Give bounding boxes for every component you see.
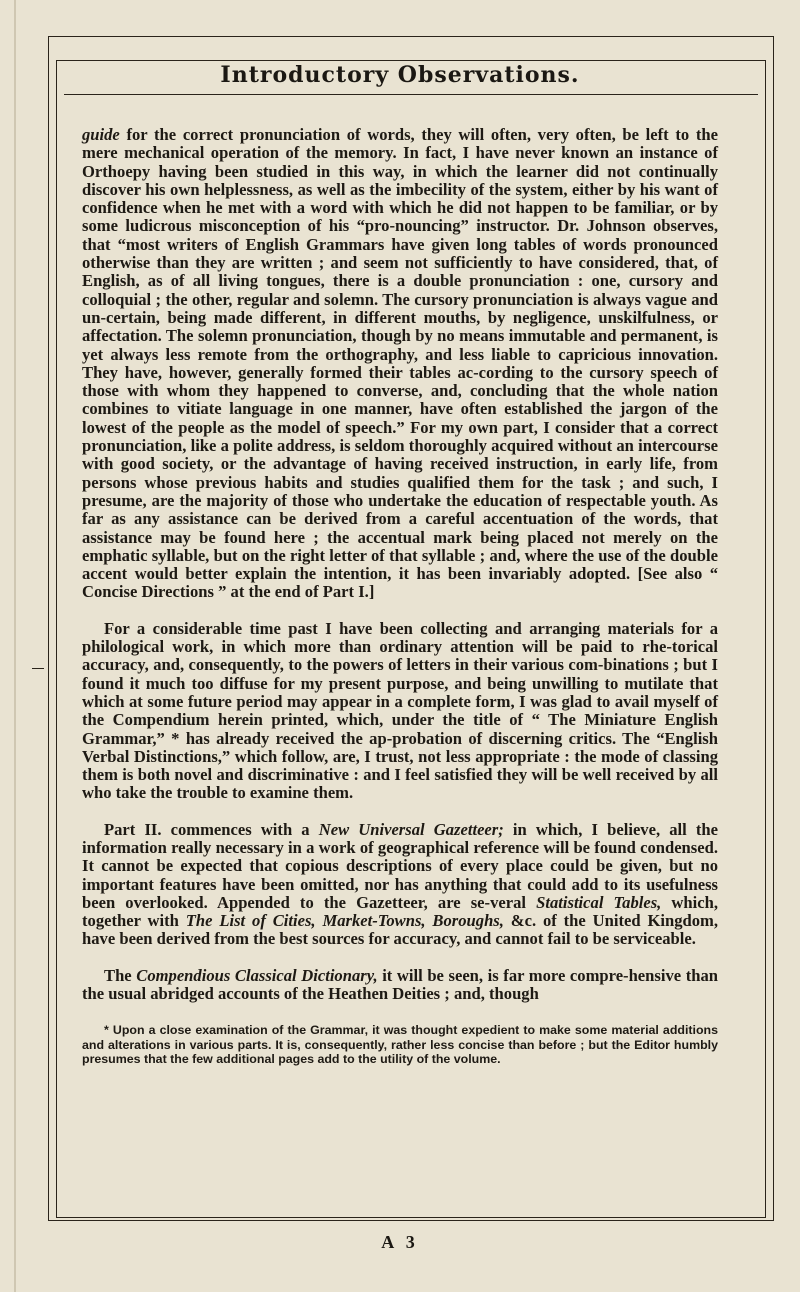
margin-mark — [32, 668, 44, 669]
body-text — [82, 126, 718, 1066]
italic-title: The List of Cities, Market-Towns, Boroughs, — [185, 911, 504, 931]
paragraph-1 — [82, 126, 718, 602]
paragraph-text: which, together with — [82, 892, 718, 931]
page-edge — [14, 0, 16, 1292]
footnote: * Upon a close examination of the Grammar, it was thought expedient to make some material additions and alterations in various parts. It is, consequently, rather less concise than before ; but the Editor humbly presumes that the few additional pages add to the utility of the volume. — [82, 1023, 718, 1066]
italic-word: guide — [82, 125, 120, 144]
paragraph-text: it will be seen, is far more compre-hensive than the usual abridged accounts of the Heathen Deities ; and, though — [82, 965, 718, 1004]
paragraph-text: for the correct pronunciation of words, they will often, very often, be left to the mere mechanical operation of the memory. In fact, I have never known an instance of Orthoepy having been studied in this way, in which the learner did not continually discover his own helplessness, as well as the imbecility of the system, either by his want of confidence when he met with a word with which he did not happen to be familiar, or by some ludicrous misconception of his “pro-nouncing” instructor. Dr. Johnson observes, that “most writers of English Grammars have given long tables of words pronounced otherwise than they are written ; and seem not sufficiently to have considered, that, of English, as of all living tongues, there is a double pronunciation : one, cursory and colloquial ; the other, regular and solemn. The cursory pronunciation is always vague and un-certain, being made different, in different mouths, by negligence, unskilfulness, or affectation. The solemn pronunciation, though by no means immutable and permanent, is yet always less remote from the orthography, and less liable to capricious innovation. They have, however, generally formed their tables ac-cording to the cursory speech of those with whom they happened to converse, and, concluding that the whole nation combines to vitiate language in one manner, have often established the jargon of the lowest of the people as the model of speech.” For my own part, I consider that a correct pronunciation, like a polite address, is seldom thoroughly acquired without an intercourse with good society, or the advantage of having received instruction, in early life, from persons whose previous habits and studies qualified them for the task ; and such, I presume, are the majority of those who undertake the education of respectable youth. As far as any assistance can be derived from a careful accentuation of the words, that assistance may be found here ; the accentual mark being placed not merely on the emphatic syllable, but on the right letter of that syllable ; and, where the use of the double accent would better explain the intention, it has been invariably adopted. [See also “ Concise Directions ” at the end of Part I.] — [82, 125, 718, 602]
paragraph-text: in which, I believe, all the information really necessary in a work of geographical reference will be found condensed. It cannot be expected that copious descriptions of every place could be given, but no important features have been omitted, nor has anything that could add to its usefulness been overlooked. Appended to the Gazetteer, are se-veral — [82, 819, 718, 912]
paragraph-text: Part II. commences with a — [104, 819, 319, 839]
signature-mark: A 3 — [381, 1232, 419, 1252]
italic-title: Statistical Tables, — [536, 892, 662, 912]
head-rule — [64, 94, 758, 95]
paragraph-text: &c. of the United Kingdom, have been derived from the best sources for accuracy, and cannot fail to be serviceable. — [82, 911, 718, 949]
running-head: Introductory Observations. — [220, 62, 580, 88]
paragraph-3 — [82, 821, 718, 949]
paragraph-text: The — [104, 965, 137, 985]
italic-title: New Universal Gazetteer; — [318, 819, 504, 839]
paragraph-2: For a considerable time past I have been collecting and arranging materials for a philological work, in which more than ordinary attention will be paid to rhe-torical accuracy, and, consequently, to the powers of letters in their various com-binations ; but I found it much too diffuse for my present purpose, and being unwilling to mutilate that which at some future period may appear in a complete form, I was glad to avail myself of the Compendium herein printed, which, under the title of “ The Miniature English Grammar,” * has already received the ap-probation of discerning critics. The “English Verbal Distinctions,” which follow, are, I trust, not less appropriate : the mode of classing them is both novel and discriminative : and I feel satisfied they will be well received by all who take the trouble to examine them. — [82, 618, 718, 803]
italic-title: Compendious Classical Dictionary, — [136, 965, 378, 985]
paragraph-4 — [82, 967, 718, 1004]
